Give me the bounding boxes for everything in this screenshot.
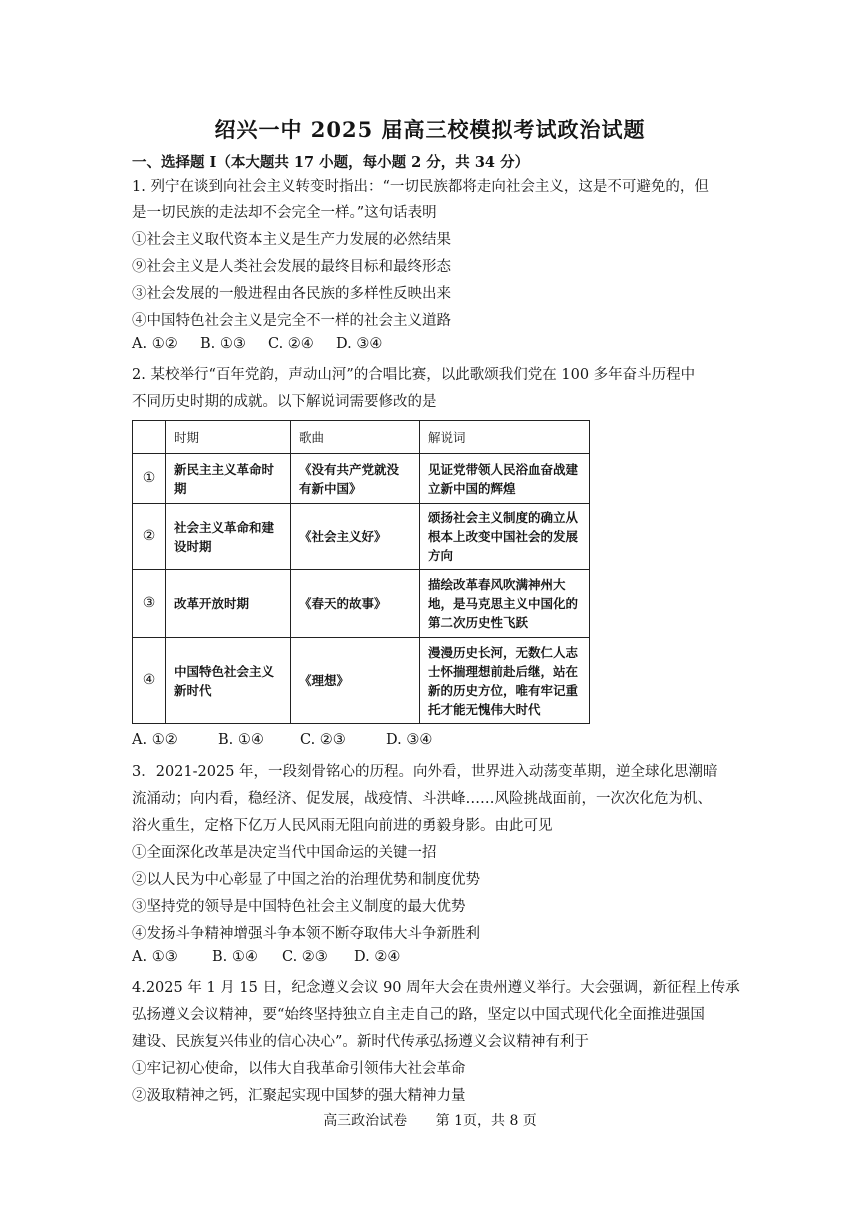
q1-line: 1. 列宁在谈到向社会主义转变时指出：“一切民族都将走向社会主义，这是不可避免的，但 xyxy=(132,179,709,195)
song-cell: 《理想》 xyxy=(291,638,420,724)
page-footer xyxy=(0,1110,860,1130)
option-b: B. ①④ xyxy=(212,949,258,965)
table-row xyxy=(133,504,590,570)
row-number: ④ xyxy=(133,638,166,724)
q4-line: 建设、民族复兴伟业的信心决心”。新时代传承弘扬遵义会议精神有利于 xyxy=(132,1034,589,1050)
desc-cell: 描绘改革春风吹满神州大地，是马克思主义中国化的第二次历史性飞跃 xyxy=(420,570,590,638)
table-row xyxy=(133,454,590,504)
option-c: C. ②④ xyxy=(268,336,314,352)
table-header-row xyxy=(133,421,590,454)
option-b: B. ①③ xyxy=(200,336,246,352)
song-cell: 《没有共产党就没有新中国》 xyxy=(291,454,420,504)
q3-statement: ①全面深化改革是决定当代中国命运的关键一招 xyxy=(132,845,437,861)
q4-statement: ②汲取精神之钙，汇聚起实现中国梦的强大精神力量 xyxy=(132,1088,466,1104)
q3-line: 3．2021-2025 年，一段刻骨铭心的历程。向外看，世界进入动荡变革期，逆全球化思潮暗 xyxy=(132,764,718,780)
option-c: C. ②③ xyxy=(282,949,328,965)
period-cell: 社会主义革命和建设时期 xyxy=(166,504,291,570)
option-d: D. ③④ xyxy=(386,732,433,748)
q1-options xyxy=(132,336,382,352)
q1-statement: ⑨社会主义是人类社会发展的最终目标和最终形态 xyxy=(132,259,451,275)
table-header-cell xyxy=(133,421,166,454)
desc-cell: 见证党带领人民浴血奋战建立新中国的辉煌 xyxy=(420,454,590,504)
exam-title: 绍兴一中 2025 届高三校模拟考试政治试题 xyxy=(214,117,646,142)
q3-options xyxy=(132,949,400,965)
option-c: C. ②③ xyxy=(300,732,346,748)
q1-line: 是一切民族的走法却不会完全一样。”这句话表明 xyxy=(132,205,437,221)
table-header-cell: 解说词 xyxy=(420,421,590,454)
period-cell: 新民主主义革命时期 xyxy=(166,454,291,504)
q4-line: 弘扬遵义会议精神，要“始终坚持独立自主走自己的路，坚定以中国式现代化全面推进强国 xyxy=(132,1007,705,1023)
q2-line: 2. 某校举行“百年党韵，声动山河”的合唱比赛，以此歌颂我们党在 100 多年奋斗历程中 xyxy=(132,367,696,383)
song-cell: 《社会主义好》 xyxy=(291,504,420,570)
q2-line: 不同历史时期的成就。以下解说词需要修改的是 xyxy=(132,394,437,410)
q2-table xyxy=(132,420,590,724)
option-b: B. ①④ xyxy=(218,732,264,748)
q4-line: 4.2025 年 1 月 15 日，纪念遵义会议 90 周年大会在贵州遵义举行。大会强调，新征程上传承 xyxy=(132,980,740,996)
desc-cell: 颂扬社会主义制度的确立从根本上改变中国社会的发展方向 xyxy=(420,504,590,570)
q1-statement: ③社会发展的一般进程由各民族的多样性反映出来 xyxy=(132,286,451,302)
table-header-cell: 时期 xyxy=(166,421,291,454)
q1-statement: ①社会主义取代资本主义是生产力发展的必然结果 xyxy=(132,232,451,248)
q3-statement: ④发扬斗争精神增强斗争本领不断夺取伟大斗争新胜利 xyxy=(132,926,480,942)
option-a: A. ①② xyxy=(132,336,178,352)
q4-statement: ①牢记初心使命，以伟大自我革命引领伟大社会革命 xyxy=(132,1061,466,1077)
footer-subject: 高三政治试卷 xyxy=(323,1113,408,1129)
row-number: ② xyxy=(133,504,166,570)
section-heading: 一、选择题 I（本大题共 17 小题，每小题 2 分，共 34 分） xyxy=(132,154,530,171)
table-header-cell: 歌曲 xyxy=(291,421,420,454)
q3-line: 流涌动；向内看，稳经济、促发展，战疫情、斗洪峰……风险挑战面前，一次次化危为机、 xyxy=(132,791,712,807)
option-a: A. ①③ xyxy=(132,949,178,965)
table-row xyxy=(133,638,590,724)
q2-options xyxy=(132,732,432,748)
option-d: D. ③④ xyxy=(336,336,383,352)
row-number: ③ xyxy=(133,570,166,638)
q1-statement: ④中国特色社会主义是完全不一样的社会主义道路 xyxy=(132,313,451,329)
song-cell: 《春天的故事》 xyxy=(291,570,420,638)
q3-statement: ②以人民为中心彰显了中国之治的治理优势和制度优势 xyxy=(132,872,480,888)
table-row xyxy=(133,570,590,638)
desc-cell: 漫漫历史长河，无数仁人志士怀揣理想前赴后继，站在新的历史方位，唯有牢记重托才能无愧伟大时代 xyxy=(420,638,590,724)
q3-line: 浴火重生，定格下亿万人民风雨无阻向前进的勇毅身影。由此可见 xyxy=(132,818,553,834)
period-cell: 中国特色社会主义新时代 xyxy=(166,638,291,724)
footer-page-number: 第 1页，共 8 页 xyxy=(435,1113,537,1129)
option-d: D. ②④ xyxy=(354,949,401,965)
period-cell: 改革开放时期 xyxy=(166,570,291,638)
row-number: ① xyxy=(133,454,166,504)
q3-statement: ③坚持党的领导是中国特色社会主义制度的最大优势 xyxy=(132,899,466,915)
option-a: A. ①② xyxy=(132,732,178,748)
